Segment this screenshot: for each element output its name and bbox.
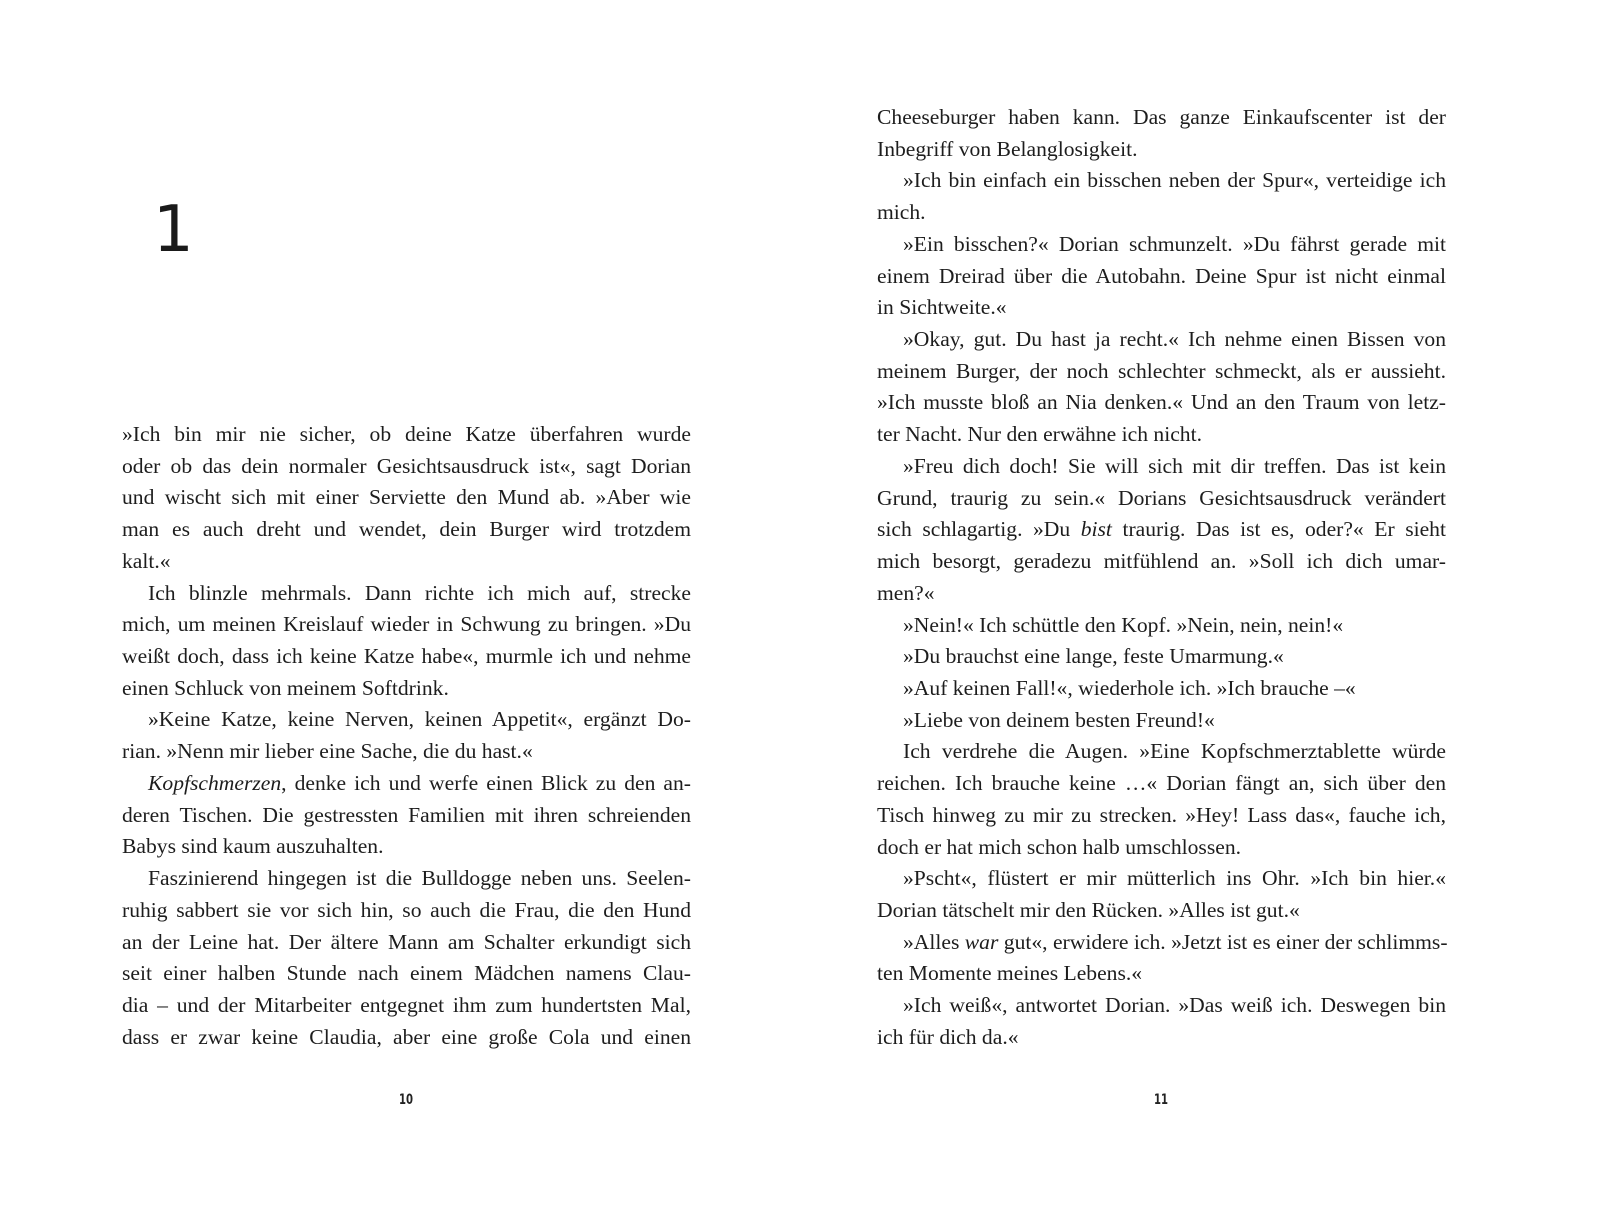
text-segment: ich für dich da.« (877, 1024, 1019, 1049)
paragraph (877, 451, 1446, 610)
text-line (877, 768, 1446, 800)
text-segment: oder ob das dein normaler Gesichtsausdruck ist«, sagt Dorian (122, 453, 691, 478)
text-segment: dia – und der Mitarbeiter entgegnet ihm zum hundertsten Mal, (122, 992, 691, 1017)
text-segment: , denke ich und werfe einen Blick zu den an- (281, 770, 691, 795)
page-number: 11 (1153, 1092, 1169, 1108)
text-segment: »Pscht«, flüstert er mir mütterlich ins Ohr. »Ich bin hier.« (903, 866, 1446, 891)
text-line (877, 927, 1446, 959)
text-segment: Grund, traurig zu sein.« Dorians Gesichtsausdruck verändert (877, 485, 1446, 510)
text-line (877, 261, 1446, 293)
text-line (877, 229, 1446, 261)
right-page (800, 0, 1600, 1215)
paragraph (122, 704, 691, 767)
text-line (877, 387, 1446, 419)
page-number: 10 (398, 1092, 414, 1108)
text-segment: »Ich bin einfach ein bisschen neben der Spur«, verteidige ich (903, 168, 1446, 193)
text-line (122, 673, 691, 705)
paragraph (877, 229, 1446, 324)
text-line (122, 514, 691, 546)
text-line (122, 800, 691, 832)
text-line (122, 704, 691, 736)
text-line (122, 419, 691, 451)
text-segment: »Nein!« Ich schüttle den Kopf. »Nein, nein, nein!« (903, 612, 1344, 637)
text-line (122, 990, 691, 1022)
text-segment: Ich blinzle mehrmals. Dann richte ich mich auf, strecke (148, 580, 691, 605)
text-segment: »Okay, gut. Du hast ja recht.« Ich nehme einen Bissen von (903, 327, 1446, 352)
text-segment: doch er hat mich schon halb umschlossen. (877, 834, 1242, 859)
text-line (122, 451, 691, 483)
paragraph (877, 927, 1446, 990)
text-line (122, 768, 691, 800)
paragraph (122, 578, 691, 705)
text-segment: Inbegriff von Belanglosigkeit. (877, 136, 1138, 161)
text-line (877, 610, 1446, 642)
text-segment: traurig. Das ist es, oder?« Er sieht (1111, 517, 1446, 542)
text-segment: »Ich weiß«, antwortet Dorian. »Das weiß ich. Deswegen bin (903, 993, 1446, 1018)
paragraph (877, 863, 1446, 926)
text-line (122, 927, 691, 959)
text-segment: ten Momente meines Lebens.« (877, 961, 1143, 986)
text-line (877, 292, 1446, 324)
text-segment: »Du brauchst eine lange, feste Umarmung.« (903, 644, 1284, 669)
paragraph (122, 419, 691, 578)
text-line (877, 324, 1446, 356)
text-line (877, 451, 1446, 483)
text-segment: »Liebe von deinem besten Freund!« (903, 707, 1215, 732)
body-text (877, 102, 1446, 1054)
text-segment: Dorian tätschelt mir den Rücken. »Alles ist gut.« (877, 897, 1300, 922)
text-segment: rian. »Nenn mir lieber eine Sache, die du hast.« (122, 739, 533, 764)
paragraph (877, 705, 1446, 737)
italic-text: war (964, 929, 999, 954)
text-segment: reichen. Ich brauche keine …« Dorian fängt an, sich über den (877, 771, 1446, 796)
paragraph (877, 165, 1446, 228)
paragraph (877, 610, 1446, 642)
text-segment: an der Leine hat. Der ältere Mann am Schalter erkundigt sich (122, 929, 691, 954)
text-segment: dass er zwar keine Claudia, aber eine große Cola und einen (122, 1024, 691, 1049)
paragraph (877, 102, 1446, 165)
text-line (877, 673, 1446, 705)
italic-text: bist (1080, 517, 1112, 542)
chapter-number: 1 (153, 193, 194, 267)
text-line (122, 1022, 691, 1054)
text-line (877, 990, 1446, 1022)
text-segment: weißt doch, dass ich keine Katze habe«, murmle ich und nehme (122, 644, 691, 669)
text-segment: Tisch hinweg zu mir zu strecken. »Hey! Lass das«, fauche ich, (877, 802, 1446, 827)
text-line (122, 546, 691, 578)
text-segment: man es auch dreht und wendet, dein Burger wird trotzdem (122, 517, 691, 542)
text-line (877, 514, 1446, 546)
text-segment: mich, um meinen Kreislauf wieder in Schwung zu bringen. »Du (122, 612, 691, 637)
text-segment: meinem Burger, der noch schlechter schmeckt, als er aussieht. (877, 358, 1446, 383)
text-line (877, 736, 1446, 768)
text-line (877, 705, 1446, 737)
text-line (877, 832, 1446, 864)
paragraph (122, 863, 691, 1053)
text-line (122, 641, 691, 673)
text-segment: Babys sind kaum auszuhalten. (122, 834, 384, 859)
paragraph (877, 736, 1446, 863)
text-line (877, 419, 1446, 451)
text-segment: Cheeseburger haben kann. Das ganze Einkaufscenter ist der (877, 105, 1446, 129)
paragraph (877, 673, 1446, 705)
paragraph (877, 990, 1446, 1053)
text-segment: »Alles (903, 929, 965, 954)
body-text (122, 419, 691, 1053)
text-segment: kalt.« (122, 548, 171, 573)
text-segment: gut«, erwidere ich. »Jetzt ist es einer der schlimms- (998, 929, 1448, 954)
text-line (122, 609, 691, 641)
text-line (877, 895, 1446, 927)
text-line (122, 958, 691, 990)
text-segment: »Auf keinen Fall!«, wiederhole ich. »Ich brauche –« (903, 675, 1356, 700)
text-line (877, 578, 1446, 610)
text-segment: »Freu dich doch! Sie will sich mit dir treffen. Das ist kein (903, 453, 1446, 478)
text-segment: »Keine Katze, keine Nerven, keinen Appetit«, ergänzt Do- (148, 707, 691, 732)
text-segment: Faszinierend hingegen ist die Bulldogge neben uns. Seelen- (148, 866, 691, 891)
text-line (877, 102, 1446, 134)
text-line (122, 482, 691, 514)
text-line (877, 546, 1446, 578)
text-segment: ruhig sabbert sie vor sich hin, so auch die Frau, die den Hund (122, 897, 691, 922)
text-line (122, 863, 691, 895)
text-line (122, 831, 691, 863)
text-segment: einen Schluck von meinem Softdrink. (122, 675, 449, 700)
text-segment: mich. (877, 200, 926, 225)
text-segment: ter Nacht. Nur den erwähne ich nicht. (877, 422, 1202, 447)
text-segment: mich besorgt, geradezu mitfühlend an. »Soll ich dich umar- (877, 549, 1446, 574)
text-segment: seit einer halben Stunde nach einem Mädchen namens Clau- (122, 961, 691, 986)
text-segment: in Sichtweite.« (877, 295, 1007, 320)
text-line (877, 483, 1446, 515)
text-segment: »Ein bisschen?« Dorian schmunzelt. »Du fährst gerade mit (903, 231, 1446, 256)
text-line (877, 800, 1446, 832)
text-segment: deren Tischen. Die gestressten Familien mit ihren schreienden (122, 802, 691, 827)
text-segment: men?« (877, 580, 935, 605)
text-line (877, 1022, 1446, 1054)
paragraph (877, 324, 1446, 451)
text-line (122, 736, 691, 768)
italic-text: Kopfschmerzen (148, 770, 282, 795)
text-line (122, 895, 691, 927)
paragraph (122, 768, 691, 863)
text-segment: »Ich musste bloß an Nia denken.« Und an den Traum von letz- (877, 390, 1446, 415)
text-line (877, 356, 1446, 388)
paragraph (877, 641, 1446, 673)
text-line (877, 863, 1446, 895)
text-segment: Ich verdrehe die Augen. »Eine Kopfschmerztablette würde (903, 739, 1446, 764)
text-line (877, 134, 1446, 166)
text-segment: einem Dreirad über die Autobahn. Deine Spur ist nicht einmal (877, 263, 1446, 288)
text-line (122, 578, 691, 610)
text-line (877, 958, 1446, 990)
text-line (877, 641, 1446, 673)
text-segment: sich schlagartig. »Du (877, 517, 1081, 542)
text-line (877, 165, 1446, 197)
text-line (877, 197, 1446, 229)
text-segment: »Ich bin mir nie sicher, ob deine Katze überfahren wurde (122, 422, 691, 446)
text-segment: und wischt sich mit einer Serviette den Mund ab. »Aber wie (122, 485, 691, 510)
